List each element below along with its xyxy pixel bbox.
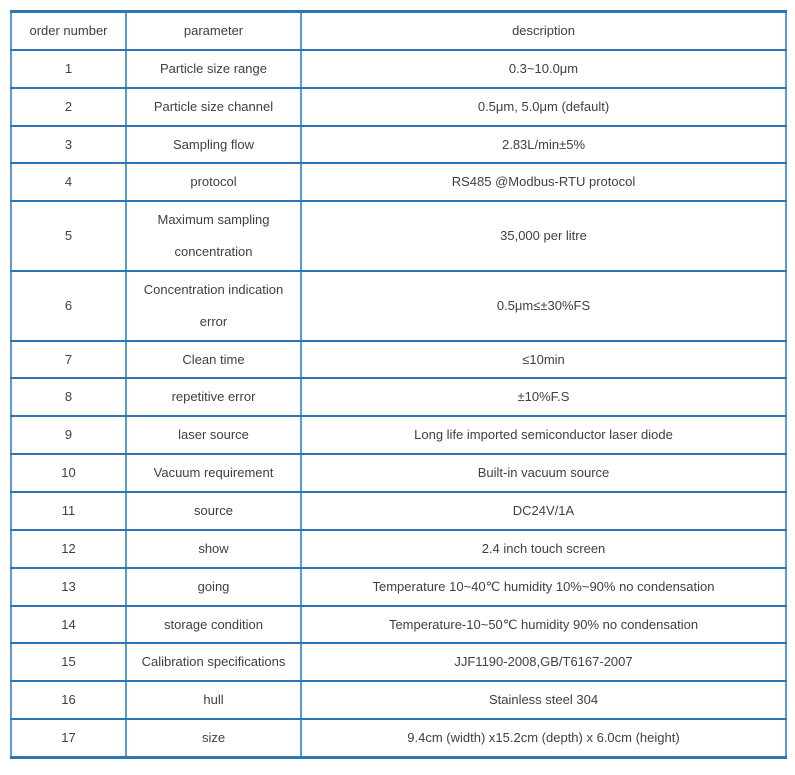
column-header-parameter: parameter [126, 12, 301, 50]
table-row [11, 681, 786, 719]
table-row [11, 50, 786, 88]
table-row [11, 568, 786, 606]
table-row [11, 378, 786, 416]
parameter-cell: storage condition [126, 606, 301, 644]
order-cell: 14 [11, 606, 126, 644]
description-cell: Stainless steel 304 [301, 681, 786, 719]
description-cell: 2.4 inch touch screen [301, 530, 786, 568]
description-cell: RS485 @Modbus-RTU protocol [301, 163, 786, 201]
column-header-order-number: order number [11, 12, 126, 50]
order-cell: 13 [11, 568, 126, 606]
table-row [11, 341, 786, 379]
parameter-cell: show [126, 530, 301, 568]
order-cell: 7 [11, 341, 126, 379]
parameter-cell: going [126, 568, 301, 606]
parameter-cell: protocol [126, 163, 301, 201]
table-row [11, 492, 786, 530]
table-row [11, 88, 786, 126]
order-cell: 2 [11, 88, 126, 126]
parameter-cell: Particle size channel [126, 88, 301, 126]
parameter-cell: Concentration indication error [126, 271, 301, 341]
order-cell: 8 [11, 378, 126, 416]
order-cell: 9 [11, 416, 126, 454]
parameter-cell: Particle size range [126, 50, 301, 88]
specification-table [10, 10, 787, 759]
parameter-cell: hull [126, 681, 301, 719]
description-cell: Temperature-10~50℃ humidity 90% no condensation [301, 606, 786, 644]
parameter-cell: Sampling flow [126, 126, 301, 164]
description-cell: 0.5μm≤±30%FS [301, 271, 786, 341]
parameter-cell: laser source [126, 416, 301, 454]
parameter-cell: Clean time [126, 341, 301, 379]
table-row [11, 201, 786, 271]
table-row [11, 606, 786, 644]
order-cell: 17 [11, 719, 126, 757]
description-cell: Temperature 10~40℃ humidity 10%~90% no condensation [301, 568, 786, 606]
order-cell: 4 [11, 163, 126, 201]
description-cell: DC24V/1A [301, 492, 786, 530]
description-cell: 2.83L/min±5% [301, 126, 786, 164]
table-row [11, 643, 786, 681]
order-cell: 6 [11, 271, 126, 341]
order-cell: 3 [11, 126, 126, 164]
parameter-cell: size [126, 719, 301, 757]
description-cell: 35,000 per litre [301, 201, 786, 271]
order-cell: 1 [11, 50, 126, 88]
parameter-cell: Vacuum requirement [126, 454, 301, 492]
parameter-cell: Calibration specifications [126, 643, 301, 681]
description-cell: 0.3~10.0μm [301, 50, 786, 88]
description-cell: JJF1190-2008,GB/T6167-2007 [301, 643, 786, 681]
table-row [11, 719, 786, 757]
order-cell: 11 [11, 492, 126, 530]
description-cell: Built-in vacuum source [301, 454, 786, 492]
header-row [11, 12, 786, 50]
description-cell: 0.5μm, 5.0μm (default) [301, 88, 786, 126]
description-cell: ≤10min [301, 341, 786, 379]
table-row [11, 454, 786, 492]
parameter-cell: repetitive error [126, 378, 301, 416]
table-body [11, 50, 786, 758]
table-row [11, 530, 786, 568]
order-cell: 12 [11, 530, 126, 568]
order-cell: 16 [11, 681, 126, 719]
description-cell: Long life imported semiconductor laser diode [301, 416, 786, 454]
order-cell: 5 [11, 201, 126, 271]
parameter-cell: source [126, 492, 301, 530]
order-cell: 10 [11, 454, 126, 492]
table-row [11, 126, 786, 164]
table-header [11, 12, 786, 50]
table-row [11, 271, 786, 341]
order-cell: 15 [11, 643, 126, 681]
table-row [11, 416, 786, 454]
description-cell: ±10%F.S [301, 378, 786, 416]
description-cell: 9.4cm (width) x15.2cm (depth) x 6.0cm (height) [301, 719, 786, 757]
column-header-description: description [301, 12, 786, 50]
parameter-cell: Maximum sampling concentration [126, 201, 301, 271]
table-row [11, 163, 786, 201]
